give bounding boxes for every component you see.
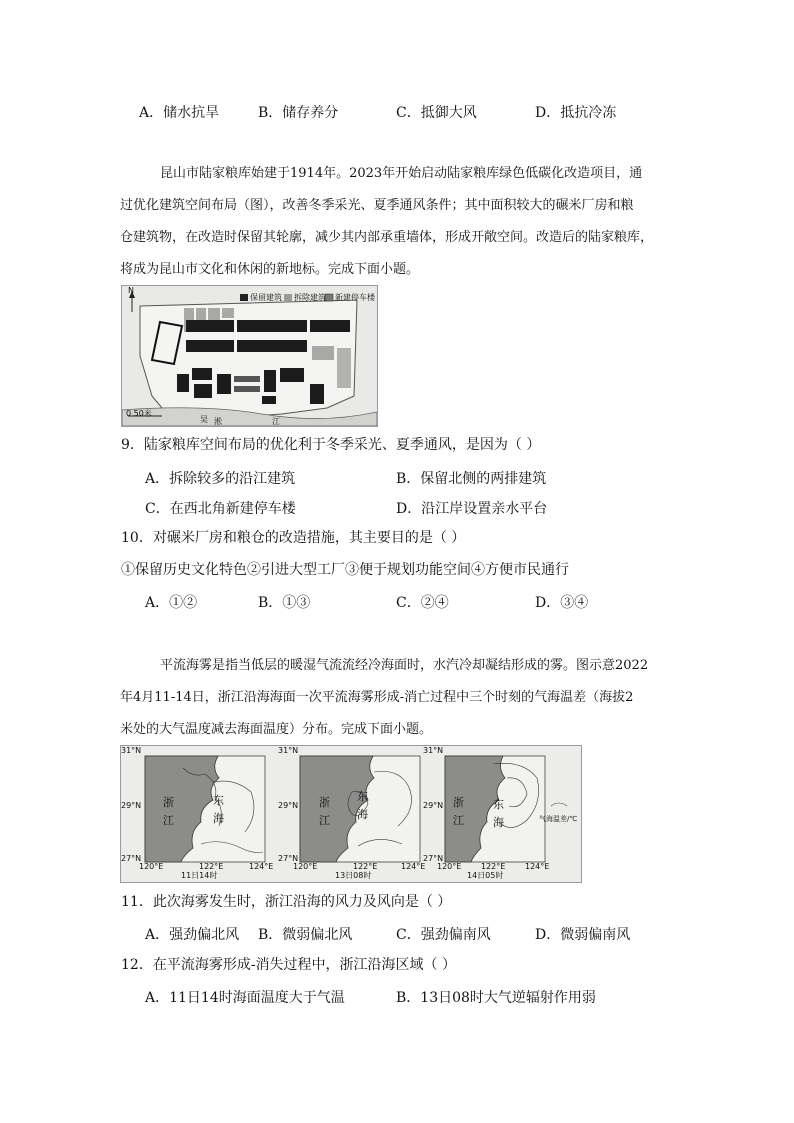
kept-building-row: [186, 320, 234, 332]
q11-option-b[interactable]: B．微弱偏北风: [258, 927, 353, 943]
q10-items: ①保留历史文化特色②引进大型工厂③便于规划功能空间④方便市民通行: [121, 562, 569, 578]
q10-option-c[interactable]: C．②④: [396, 595, 449, 611]
q11-option-d[interactable]: D．微弱偏南风: [535, 927, 631, 943]
fog-panel-1-map: [123, 748, 273, 878]
passage-line: 过优化建筑空间布局（图），改善冬季采光、夏季通风条件；其中面积较大的碾米厂房和粮: [120, 198, 634, 213]
passage-granary: [120, 158, 680, 286]
legend-parking-swatch: [325, 294, 333, 301]
passage-sea-fog: [120, 650, 680, 746]
q8-option-d[interactable]: D．抵抗冷冻: [535, 105, 617, 121]
passage-line: 平流海雾是指当低层的暖湿气流流经冷海面时，水汽冷却凝结形成的雾。图示意2022: [160, 658, 649, 673]
q10-option-d[interactable]: D．③④: [535, 595, 589, 611]
lat-27-label: 27°N: [121, 854, 142, 863]
kept-building: [310, 384, 324, 404]
passage-line: 昆山市陆家粮库始建于1914年。2023年开始启动陆家粮库绿色低碳化改造项目，通: [160, 166, 643, 181]
q12-option-a[interactable]: A．11日14时海面温度大于气温: [145, 990, 345, 1006]
lat-31-label: 31°N: [278, 746, 299, 755]
fog-panel-2: [278, 748, 428, 878]
q8-option-b[interactable]: B．储存养分: [258, 105, 339, 121]
lon-124-label: 124°E: [249, 862, 274, 871]
land-label-jiang: 江: [319, 814, 330, 827]
land-label-zhe: 浙: [319, 796, 330, 809]
q9-option-a[interactable]: A．拆除较多的沿江建筑: [145, 471, 296, 487]
lat-27-label: 27°N: [278, 854, 299, 863]
kept-building-row: [259, 320, 307, 332]
panel-2-time: 13日08时: [335, 871, 372, 880]
q8-option-c[interactable]: C．抵御大风: [396, 105, 477, 121]
q9-option-d[interactable]: D．沿江岸设置亲水平台: [396, 501, 548, 517]
q11-option-c[interactable]: C．强劲偏南风: [396, 927, 491, 943]
q9-option-b[interactable]: B．保留北侧的两排建筑: [396, 471, 547, 487]
passage-line: 将成为昆山市文化和休闲的新地标。完成下面小题。: [120, 262, 420, 277]
kept-building: [234, 386, 260, 392]
sea-label-hai: 海: [493, 816, 504, 829]
fog-panel-3: [423, 748, 579, 878]
lon-120-label: 120°E: [437, 862, 462, 871]
kept-building: [177, 374, 189, 392]
lat-31-label: 31°N: [121, 746, 142, 755]
kept-building: [264, 370, 276, 392]
q8-option-a[interactable]: A．储水抗旱: [139, 105, 220, 121]
panel-1-time: 11日14时: [181, 871, 218, 880]
lat-31-label: 31°N: [423, 746, 444, 755]
demolished-block: [337, 348, 351, 388]
lon-120-label: 120°E: [139, 862, 164, 871]
lat-27-label: 27°N: [423, 854, 444, 863]
q11-stem: 11．此次海雾发生时，浙江沿海的风力及风向是（ ）: [121, 894, 452, 910]
kept-building-row: [186, 340, 234, 352]
legend-isoline: [551, 803, 567, 806]
q10-option-b[interactable]: B．①③: [258, 595, 311, 611]
sea-label-dong: 东: [213, 794, 224, 807]
kept-building: [217, 374, 231, 394]
land-label-jiang: 江: [453, 814, 464, 827]
sea-label-dong: 东: [493, 798, 504, 811]
kept-building: [262, 396, 276, 404]
lon-122-label: 122°E: [353, 862, 378, 871]
legend-keep-label: 保留建筑: [250, 293, 282, 302]
sea-fog-figure: [120, 745, 582, 883]
q9-stem: 9．陆家粮库空间布局的优化利于冬季采光、夏季通风，是因为（ ）: [121, 437, 541, 453]
lat-29-label: 29°N: [278, 801, 299, 810]
legend-demolish-label: 拆除建筑: [294, 293, 326, 302]
river-label-2: 淞: [214, 417, 222, 426]
q9-option-c[interactable]: C．在西北角新建停车楼: [145, 501, 296, 517]
q11-option-a[interactable]: A．强劲偏北风: [145, 927, 240, 943]
fog-panel-1: [123, 748, 273, 878]
passage-line: 年4月11-14日，浙江沿海海面一次平流海雾形成-消亡过程中三个时刻的气海温差（海拔2: [120, 690, 634, 705]
fog-panel-3-map: [423, 748, 579, 878]
river-label-3: 江: [272, 417, 280, 426]
sea-label-hai: 海: [213, 812, 224, 825]
river-label-1: 吴: [200, 415, 208, 424]
land-label-zhe: 浙: [163, 796, 174, 809]
q12-stem: 12．在平流海雾形成-消失过程中，浙江沿海区域（ ）: [121, 957, 456, 973]
demolished-block: [222, 308, 234, 318]
sea-label-hai: 海: [357, 808, 368, 821]
q12-option-b[interactable]: B．13日08时大气逆辐射作用弱: [396, 990, 596, 1006]
fog-panel-2-map: [278, 748, 428, 878]
lat-29-label: 29°N: [121, 801, 142, 810]
legend-parking-label: 新建停车楼: [335, 293, 375, 302]
lon-124-label: 124°E: [401, 862, 426, 871]
temp-diff-legend: 气海温差/℃: [539, 815, 578, 823]
lat-29-label: 29°N: [423, 801, 444, 810]
sea-label-dong: 东: [357, 790, 368, 803]
north-label: N: [128, 286, 134, 295]
legend-demolish-swatch: [284, 294, 292, 301]
legend-keep-swatch: [240, 294, 248, 301]
land-label-jiang: 江: [163, 814, 174, 827]
kept-building: [234, 376, 260, 382]
lon-122-label: 122°E: [199, 862, 224, 871]
q10-stem: 10．对碾米厂房和粮仓的改造措施，其主要目的是（ ）: [121, 530, 466, 546]
lon-120-label: 120°E: [293, 862, 318, 871]
scale-label: 0 50米: [126, 409, 152, 418]
demolished-block: [312, 346, 334, 360]
kept-building: [280, 368, 304, 382]
passage-line: 米处的大气温度减去海面温度）分布。完成下面小题。: [120, 722, 433, 737]
q10-option-a[interactable]: A．①②: [145, 595, 198, 611]
granary-layout-map: [121, 285, 378, 427]
passage-line: 仓建筑物，在改造时保留其轮廓，减少其内部承重墙体，形成开敞空间。改造后的陆家粮库，: [120, 230, 654, 245]
kept-building-row: [259, 340, 307, 352]
granary-map-drawing: [122, 286, 377, 426]
lon-122-label: 122°E: [481, 862, 506, 871]
land-label-zhe: 浙: [453, 796, 464, 809]
kept-building: [194, 384, 212, 398]
kept-building: [192, 368, 212, 380]
kept-building-row: [310, 320, 350, 332]
lon-124-label: 124°E: [525, 862, 550, 871]
panel-3-time: 14日05时: [467, 871, 504, 880]
